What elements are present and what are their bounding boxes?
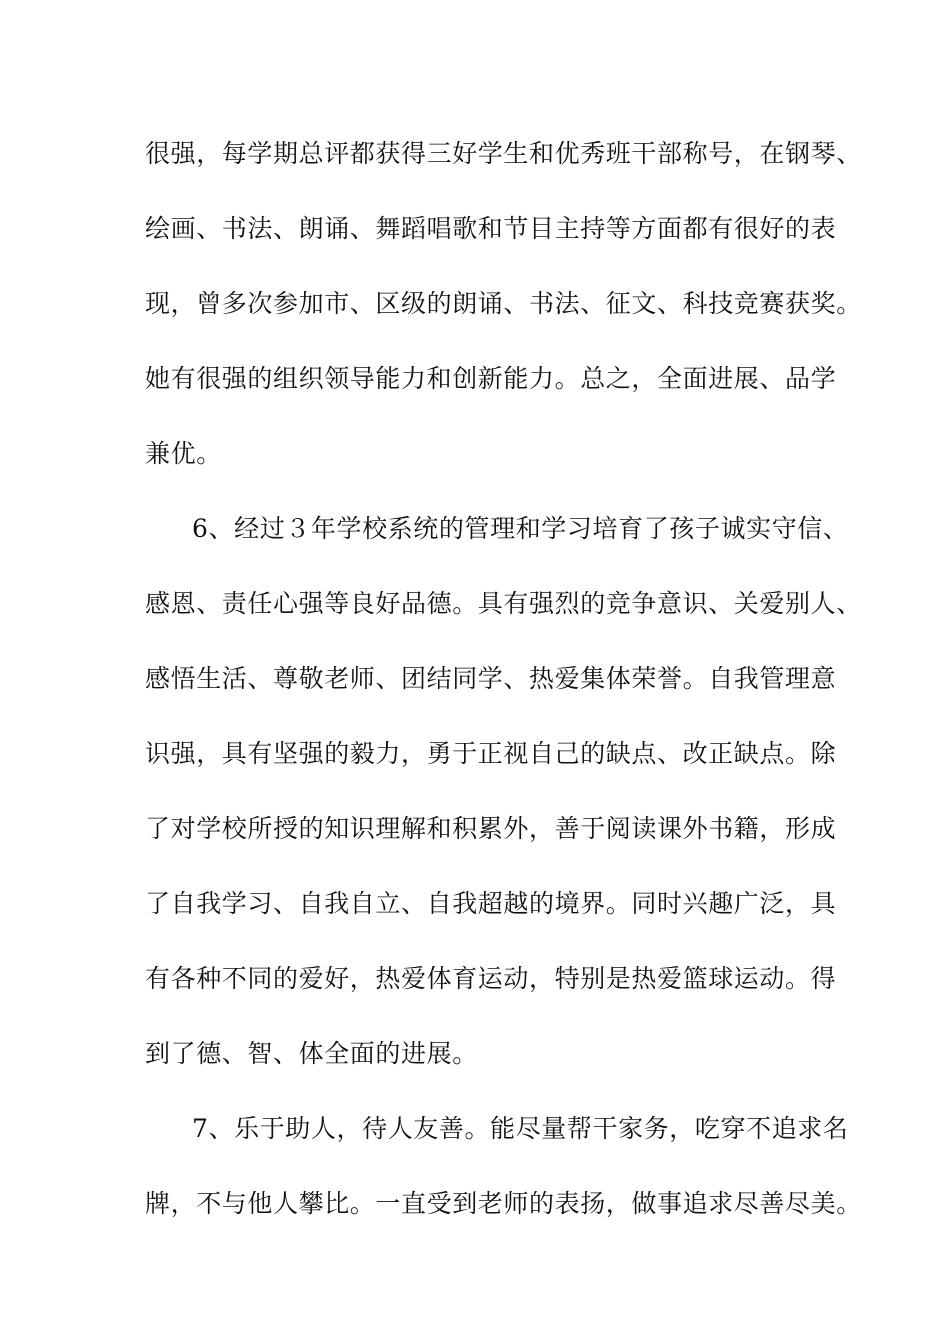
text-line: 到了德、智、体全面的进展。 [145, 1039, 478, 1068]
text-line: 牌，不与他人攀比。一直受到老师的表扬，做事追求尽善尽美。 [145, 1189, 862, 1218]
text-line: 感恩、责任心强等良好品德。具有强烈的竞争意识、关爱别人、 [145, 589, 862, 618]
text-line: 绘画、书法、朗诵、舞蹈唱歌和节目主持等方面都有很好的表 [145, 214, 837, 243]
text-line: 感悟生活、尊敬老师、团结同学、热爱集体荣誉。自我管理意 [145, 664, 837, 693]
text-line: 兼优。 [145, 439, 222, 468]
paragraph-6-first-line: 6、经过３年学校系统的管理和学习培育了孩子诚实守信、 [192, 514, 849, 543]
text-line: 识强，具有坚强的毅力，勇于正视自己的缺点、改正缺点。除 [145, 739, 837, 768]
text-line: 现，曾多次参加市、区级的朗诵、书法、征文、科技竞赛获奖。 [145, 289, 862, 318]
paragraph-7-first-line: 7、乐于助人，待人友善。能尽量帮干家务，吃穿不追求名 [192, 1114, 849, 1143]
text-line: 她有很强的组织领导能力和创新能力。总之，全面进展、品学 [145, 364, 837, 393]
text-line: 有各种不同的爱好，热爱体育运动，特别是热爱篮球运动。得 [145, 964, 837, 993]
text-line: 了自我学习、自我自立、自我超越的境界。同时兴趣广泛，具 [145, 889, 837, 918]
text-line: 了对学校所授的知识理解和积累外，善于阅读课外书籍，形成 [145, 814, 837, 843]
text-line: 很强，每学期总评都获得三好学生和优秀班干部称号，在钢琴、 [145, 139, 862, 168]
